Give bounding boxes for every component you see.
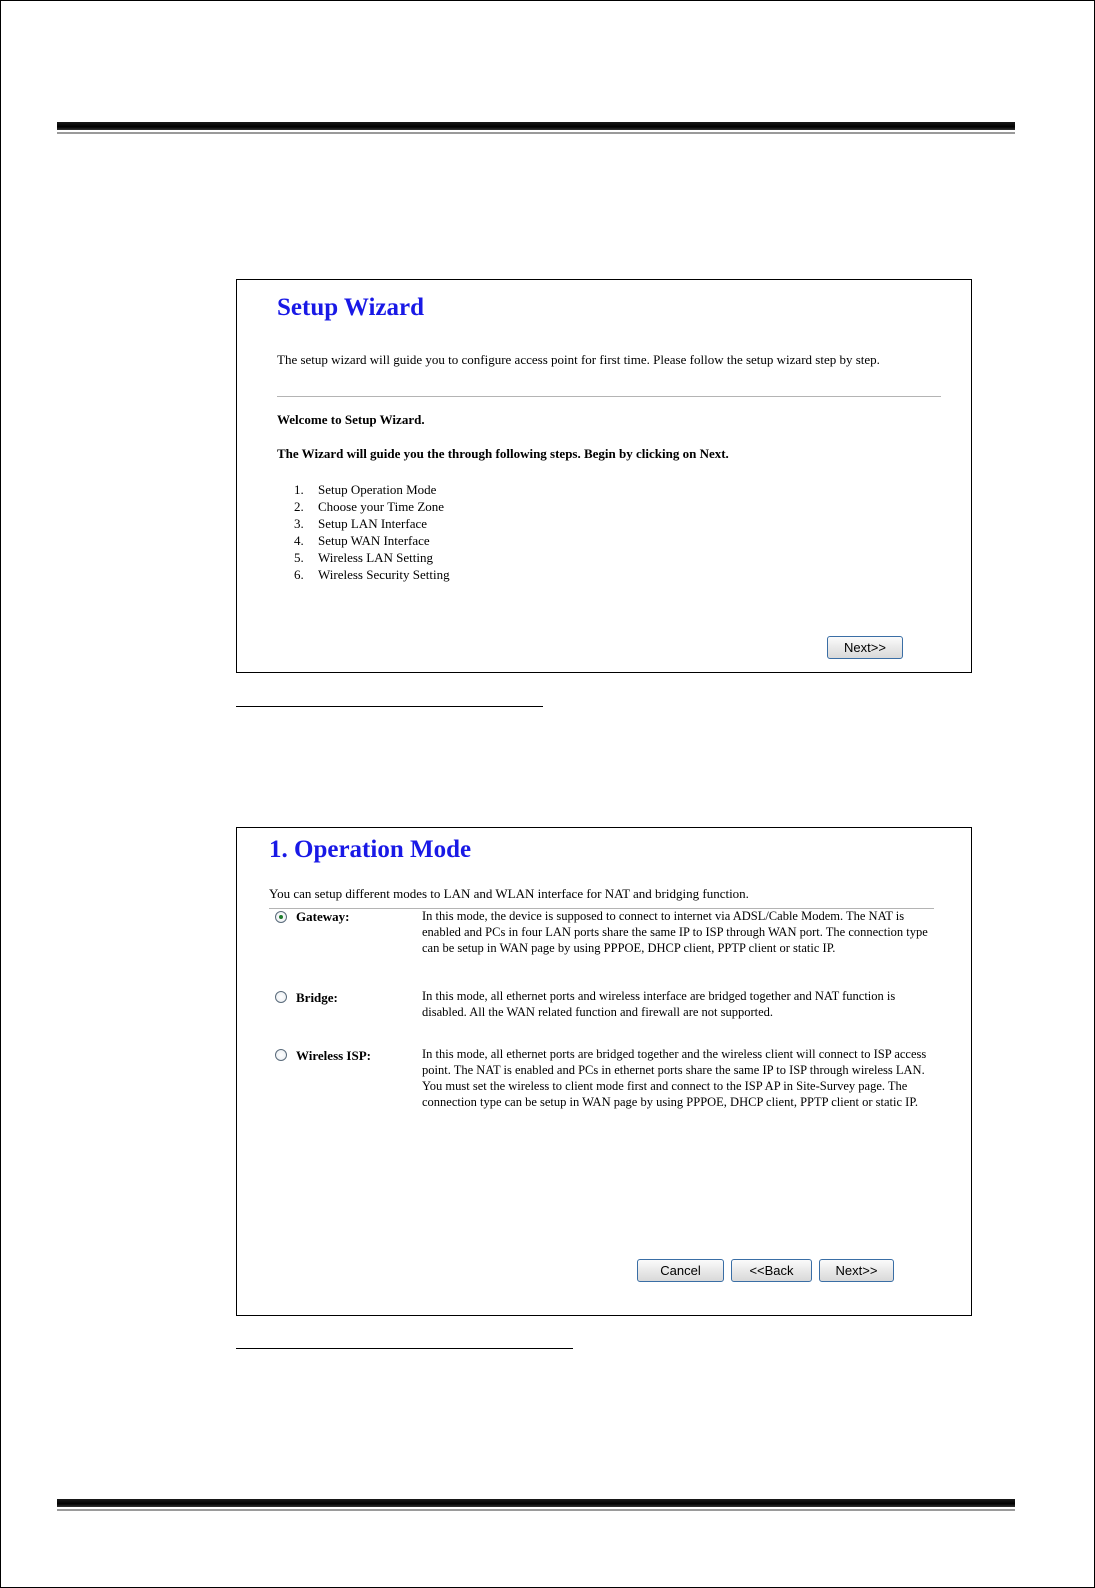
step-label: Wireless LAN Setting <box>318 550 434 565</box>
divider <box>277 396 941 397</box>
footer-rule <box>57 1499 1015 1511</box>
list-item <box>294 549 450 566</box>
next-button[interactable]: Next>> <box>827 636 903 659</box>
step-number: 1. <box>294 482 304 497</box>
list-item <box>294 515 450 532</box>
operation-mode-title: 1. Operation Mode <box>269 836 472 863</box>
setup-wizard-description: The setup wizard will guide you to configure access point for first time. Please follow the setup wizard step by step. <box>277 352 880 367</box>
setup-wizard-panel <box>236 279 972 673</box>
wireless-isp-description: In this mode, all ethernet ports are bridged together and the wireless client will connect to ISP access point. The NAT is enabled and PCs in ethernet ports share the same IP to ISP through wireless LAN. You must set the wireless to client mode first and connect to the ISP AP in Site-Survey page. The connection type can be setup in WAN page by using PPPOE, DHCP client, PPTP client or static IP. <box>422 1047 927 1109</box>
caption-underline <box>236 1348 573 1349</box>
next-button[interactable]: Next>> <box>819 1259 894 1282</box>
operation-mode-description: You can setup different modes to LAN and WLAN interface for NAT and bridging function. <box>269 886 749 901</box>
step-number: 4. <box>294 533 304 548</box>
step-number: 6. <box>294 567 304 582</box>
gateway-radio[interactable] <box>275 911 287 923</box>
header-rule <box>57 122 1015 134</box>
step-label: Setup WAN Interface <box>318 533 430 548</box>
step-label: Setup LAN Interface <box>318 516 428 531</box>
step-number: 3. <box>294 516 304 531</box>
bridge-label[interactable]: Bridge: <box>296 990 338 1005</box>
list-item <box>294 566 450 583</box>
step-label: Wireless Security Setting <box>318 567 450 582</box>
gateway-description: In this mode, the device is supposed to connect to internet via ADSL/Cable Modem. The NAT is enabled and PCs in four LAN ports share the same IP to ISP through WAN port. The connection type can be setup in WAN page by using PPPOE, DHCP client, PPTP client or static IP. <box>422 909 928 955</box>
caption-underline <box>236 706 543 707</box>
list-item <box>294 532 450 549</box>
step-label: Setup Operation Mode <box>318 482 437 497</box>
setup-wizard-title: Setup Wizard <box>277 294 425 321</box>
welcome-text: Welcome to Setup Wizard. <box>277 412 425 427</box>
guide-text: The Wizard will guide you the through following steps. Begin by clicking on Next. <box>277 446 729 461</box>
wireless-isp-label[interactable]: Wireless ISP: <box>296 1048 371 1063</box>
bridge-radio[interactable] <box>275 991 287 1003</box>
gateway-label[interactable]: Gateway: <box>296 909 350 924</box>
back-button[interactable]: <<Back <box>731 1259 812 1282</box>
wizard-steps-list <box>294 481 450 583</box>
list-item <box>294 481 450 498</box>
cancel-button[interactable]: Cancel <box>637 1259 724 1282</box>
bridge-description: In this mode, all ethernet ports and wireless interface are bridged together and NAT function is disabled. All the WAN related function and firewall are not supported. <box>422 989 896 1019</box>
step-number: 2. <box>294 499 304 514</box>
step-number: 5. <box>294 550 304 565</box>
step-label: Choose your Time Zone <box>318 499 445 514</box>
list-item <box>294 498 450 515</box>
wireless-isp-radio[interactable] <box>275 1049 287 1061</box>
operation-mode-panel <box>236 827 972 1316</box>
